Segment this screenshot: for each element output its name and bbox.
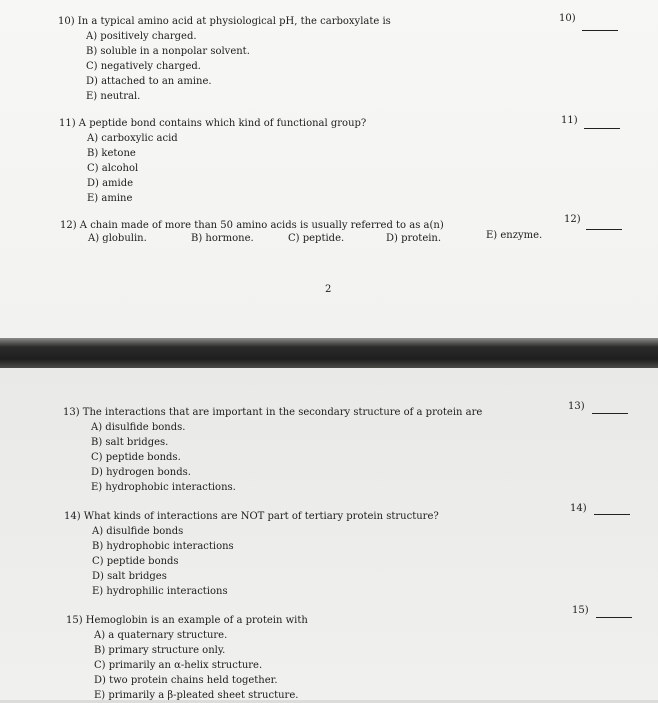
answer-option: B) hydrophobic interactions — [92, 541, 234, 552]
answer-option: D) protein. — [386, 233, 442, 244]
answer-option: C) alcohol — [87, 163, 139, 174]
answer-option: B) salt bridges. — [91, 437, 169, 448]
answer-option: D) two protein chains held together. — [94, 675, 278, 686]
answer-option: E) hydrophilic interactions — [92, 586, 228, 597]
answer-option: B) primary structure only. — [94, 645, 226, 656]
answer-number-label: 13) — [568, 401, 585, 412]
answer-option: A) disulfide bonds — [92, 526, 184, 537]
answer-option: C) negatively charged. — [86, 61, 201, 72]
question-11 — [59, 116, 366, 206]
question-14 — [64, 509, 439, 599]
answer-blank[interactable] — [586, 229, 622, 230]
answer-option: A) positively charged. — [86, 31, 197, 42]
question-10 — [58, 14, 391, 104]
answer-blank[interactable] — [594, 514, 630, 515]
question-stem: 13) The interactions that are important in the secondary structure of a protein are — [63, 407, 483, 418]
answer-number-label: 14) — [570, 503, 587, 514]
answer-number-label: 15) — [572, 605, 589, 616]
answer-option: B) soluble in a nonpolar solvent. — [86, 46, 250, 57]
answer-option: E) amine — [87, 193, 133, 204]
answer-option: A) disulfide bonds. — [91, 422, 186, 433]
answer-option: C) peptide. — [288, 233, 345, 244]
question-12 — [60, 218, 444, 233]
answer-option: E) primarily a β-pleated sheet structure. — [94, 690, 299, 701]
question-stem: 15) Hemoglobin is an example of a protein with — [66, 615, 308, 626]
answer-number-label: 12) — [564, 214, 581, 225]
question-stem: 12) A chain made of more than 50 amino acids is usually referred to as a(n) — [60, 220, 444, 231]
answer-option: D) salt bridges — [92, 571, 167, 582]
page-gap-shadow — [0, 338, 658, 368]
answer-option: E) enzyme. — [486, 230, 543, 241]
question-stem: 11) A peptide bond contains which kind of functional group? — [59, 118, 367, 129]
answer-option: C) peptide bonds — [92, 556, 179, 567]
answer-number-label: 10) — [559, 13, 576, 24]
answer-option: A) a quaternary structure. — [94, 630, 228, 641]
answer-option: D) amide — [87, 178, 134, 189]
answer-option: E) hydrophobic interactions. — [91, 482, 236, 493]
answer-blank[interactable] — [596, 617, 632, 618]
answer-blank[interactable] — [582, 30, 618, 31]
answer-option: C) peptide bonds. — [91, 452, 181, 463]
answer-number-label: 11) — [561, 115, 578, 126]
answer-option: B) hormone. — [191, 233, 254, 244]
question-stem: 10) In a typical amino acid at physiological pH, the carboxylate is — [58, 16, 391, 27]
page-number: 2 — [325, 284, 332, 295]
answer-option: C) primarily an α-helix structure. — [94, 660, 263, 671]
answer-option: A) globulin. — [88, 233, 147, 244]
question-15 — [66, 613, 308, 703]
answer-option: B) ketone — [87, 148, 136, 159]
answer-option: D) hydrogen bonds. — [91, 467, 191, 478]
answer-option: A) carboxylic acid — [87, 133, 178, 144]
answer-blank[interactable] — [592, 413, 628, 414]
question-stem: 14) What kinds of interactions are NOT part of tertiary protein structure? — [64, 511, 439, 522]
answer-option: D) attached to an amine. — [86, 76, 212, 87]
answer-blank[interactable] — [584, 128, 620, 129]
question-13 — [63, 405, 482, 495]
answer-option: E) neutral. — [86, 91, 141, 102]
